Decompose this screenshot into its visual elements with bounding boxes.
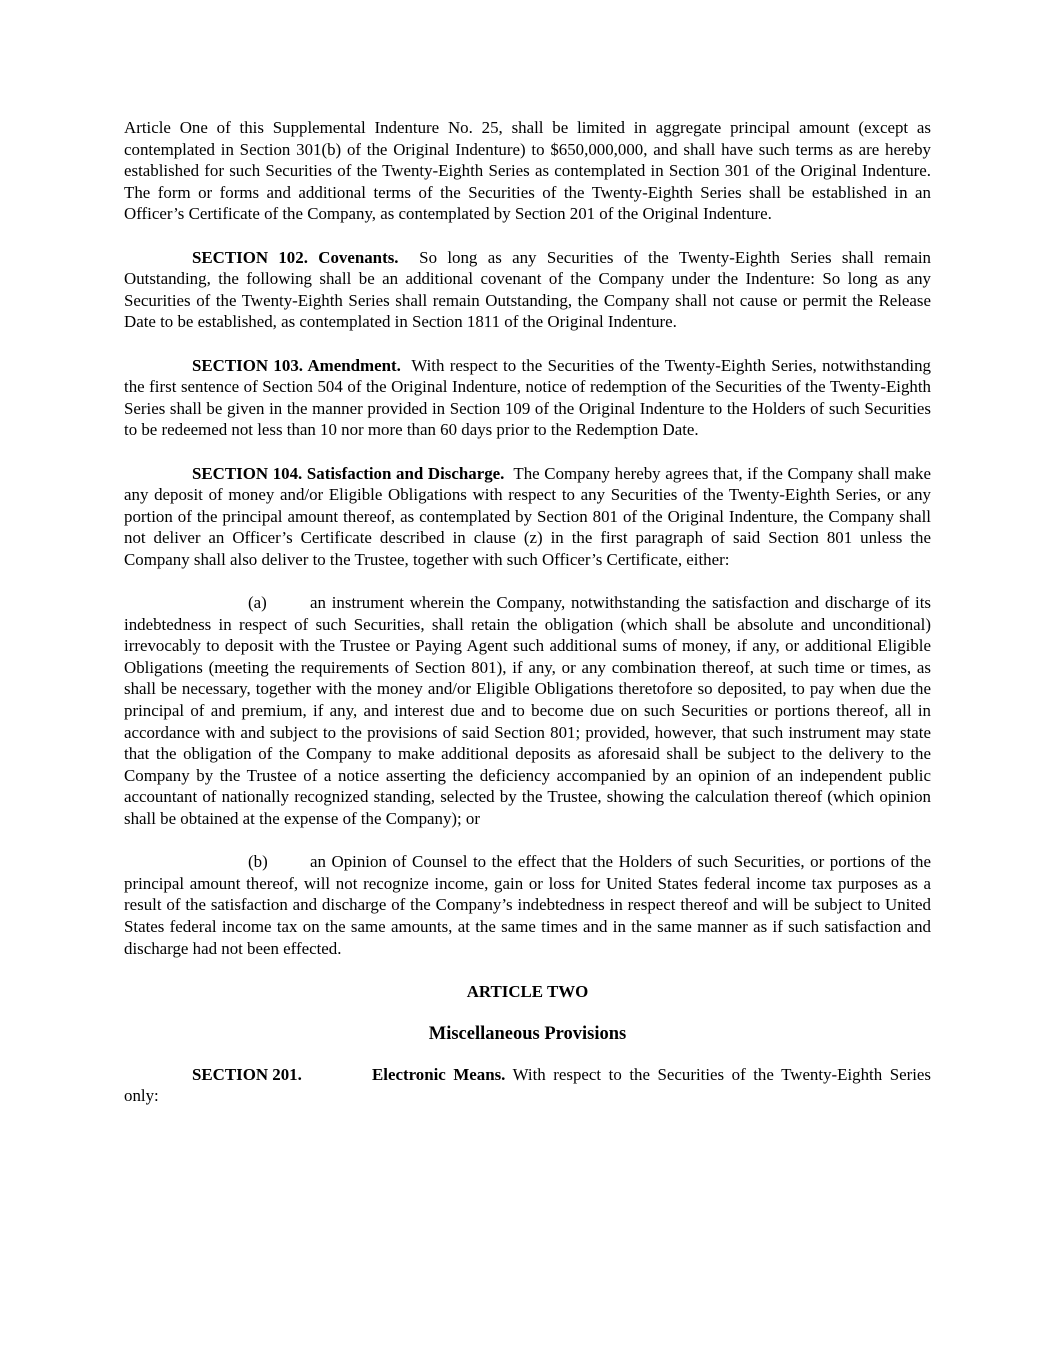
- section-104-heading: SECTION 104. Satisfaction and Discharge.: [192, 463, 505, 483]
- intro-paragraph: Article One of this Supplemental Indenture No. 25, shall be limited in aggregate principal amount (except as contemplated in Section 301(b) of the Original Indenture) to $650,000,000, and shall have such terms as are hereby established for such Securities of the Twenty-Eighth Series as contemplated in Section 301 of the Original Indenture. The form or forms and additional terms of the Securities of the Twenty-Eighth Series shall be established in an Officer’s Certificate of the Company, as contemplated by Section 201 of the Original Indenture.: [124, 118, 931, 224]
- section-201-heading: Electronic Means.: [372, 1064, 506, 1084]
- clause-b-paragraph: [124, 851, 931, 959]
- section-103-text: With respect to the Securities of the Twenty-Eighth Series, notwithstanding the first sentence of Section 504 of the Original Indenture, notice of redemption of the Securities of the Twenty-Eighth Series shall be given in the manner provided in Section 109 of the Original Indenture to the Holders of such Securities to be redeemed not less than 10 nor more than 60 days prior to the Redemption Date.: [124, 355, 932, 440]
- section-201-paragraph: [124, 1064, 931, 1107]
- clause-a-text: an instrument wherein the Company, notwithstanding the satisfaction and discharge of its indebtedness in respect of such Securities, shall retain the obligation (which shall be absolute and unconditional) irrevocably to deposit with the Trustee or Paying Agent such additional sums of money, if any, or additional Eligible Obligations (meeting the requirements of Section 801), if any, or any combination thereof, at such time or times, as shall be necessary, together with the money and/or Eligible Obligations theretofore so deposited, to pay when due the principal of and premium, if any, and interest due and to become due on such Securities or portions thereof, all in accordance with and subject to the provisions of said Section 801; provided, however, that such instrument may state that the obligation of the Company to make additional deposits as aforesaid shall be subject to the delivery to the Company by the Trustee of a notice asserting the deficiency accompanied by an opinion of an independent public accountant of nationally recognized standing, selected by the Trustee, showing the calculation thereof (which opinion shall be obtained at the expense of the Company); or: [124, 593, 931, 828]
- clause-a-label: (a): [248, 593, 267, 613]
- article-two-subtitle: Miscellaneous Provisions: [428, 1023, 627, 1044]
- section-103-heading: SECTION 103. Amendment.: [192, 355, 401, 375]
- clause-b-text: an Opinion of Counsel to the effect that the Holders of such Securities, or portions of the principal amount thereof, will not recognize income, gain or loss for United States federal income tax purposes as a result of the satisfaction and discharge of the Company’s indebtedness in respect thereof and will be subject to United States federal income tax on the same amounts, at the same times and in the same manner as if such satisfaction and discharge had not been effected.: [124, 852, 931, 958]
- section-104-text: The Company hereby agrees that, if the Company shall make any deposit of money and/or Eligible Obligations with respect to any Securities of the Twenty-Eighth Series, or any portion of the principal amount thereof, as contemplated by Section 801 of the Original Indenture, the Company shall not deliver an Officer’s Certificate described in clause (z) in the first paragraph of said Section 801 unless the Company shall also deliver to the Trustee, together with such Officer’s Certificate, either:: [124, 463, 931, 569]
- section-103-paragraph: [124, 355, 931, 441]
- clause-b-label: (b): [248, 852, 268, 872]
- document-page: [124, 117, 931, 1128]
- section-102-paragraph: [124, 247, 931, 333]
- section-102-text: So long as any Securities of the Twenty-Eighth Series shall remain Outstanding, the following shall be an additional covenant of the Company under the Indenture: So long as any Securities of the Twenty-Eighth Series shall remain Outstanding, the Company shall not cause or permit the Release Date to be established, as contemplated in Section 1811 of the Original Indenture.: [124, 247, 931, 332]
- section-201-number: SECTION 201.: [192, 1064, 302, 1084]
- section-201-text: With respect to the Securities of the Twenty-Eighth Series only:: [124, 1064, 931, 1106]
- article-two-title: ARTICLE TWO: [466, 981, 589, 1001]
- section-104-paragraph: [124, 463, 931, 571]
- clause-a-paragraph: [124, 592, 931, 830]
- section-102-heading: SECTION 102. Covenants.: [192, 247, 399, 267]
